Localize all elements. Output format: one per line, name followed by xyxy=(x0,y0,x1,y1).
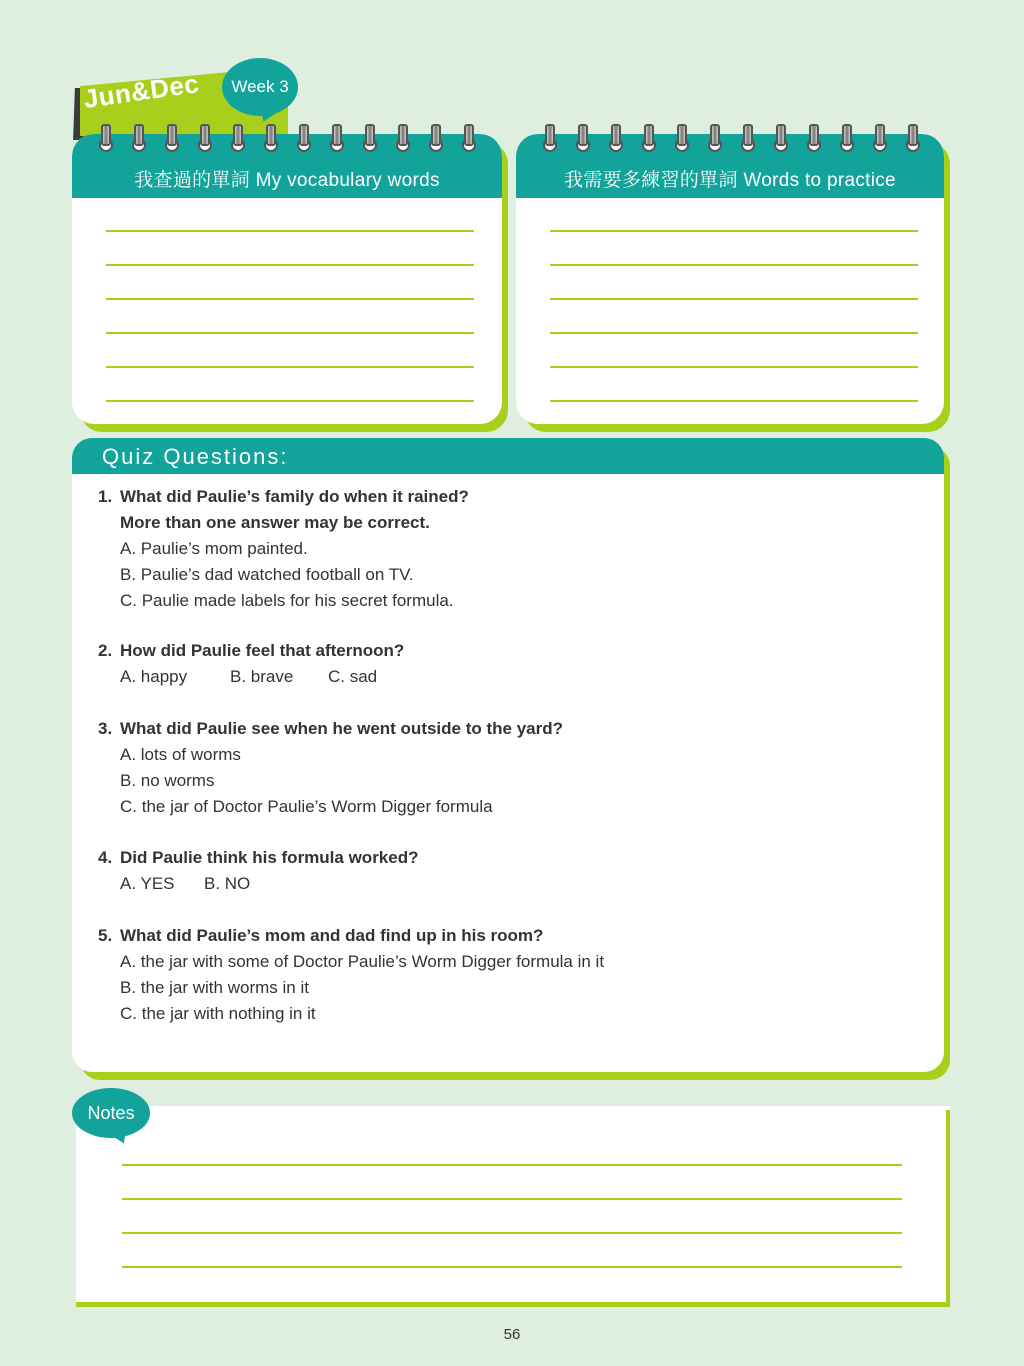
quiz-title: Quiz Questions: xyxy=(102,444,289,469)
spiral-ring xyxy=(131,124,147,152)
spiral-ring xyxy=(461,124,477,152)
question-number: 3. xyxy=(98,719,113,738)
spiral-ring xyxy=(806,124,822,152)
writing-line[interactable] xyxy=(106,264,474,266)
spiral-ring xyxy=(872,124,888,152)
spiral-ring xyxy=(608,124,624,152)
writing-line[interactable] xyxy=(106,400,474,402)
answer-option[interactable]: A. happy xyxy=(120,667,188,686)
question-1 xyxy=(98,484,469,614)
week-bubble xyxy=(222,58,298,116)
answer-option[interactable]: A. Paulie’s mom painted. xyxy=(120,539,308,558)
question-text: What did Paulie’s mom and dad find up in his room? xyxy=(120,926,544,945)
notes-line[interactable] xyxy=(122,1164,902,1166)
vocab-pad xyxy=(72,134,502,424)
spiral-ring xyxy=(362,124,378,152)
practice-pad xyxy=(516,134,944,424)
notes-panel xyxy=(76,1106,950,1306)
answer-option[interactable]: A. lots of worms xyxy=(120,745,241,764)
notes-bubble xyxy=(72,1088,150,1138)
spiral-ring xyxy=(329,124,345,152)
answer-option[interactable]: C. the jar of Doctor Paulie’s Worm Digger formula xyxy=(120,797,493,816)
question-text: How did Paulie feel that afternoon? xyxy=(120,641,405,660)
question-text: What did Paulie see when he went outside to the yard? xyxy=(120,719,564,738)
spiral-ring xyxy=(905,124,921,152)
spiral-ring xyxy=(296,124,312,152)
question-number: 1. xyxy=(98,487,113,506)
notes-line[interactable] xyxy=(122,1266,902,1268)
answer-option[interactable]: B. no worms xyxy=(120,771,215,790)
question-5 xyxy=(98,923,604,1027)
spiral-ring xyxy=(839,124,855,152)
writing-line[interactable] xyxy=(106,332,474,334)
spiral-ring xyxy=(263,124,279,152)
notes-label: Notes xyxy=(87,1102,135,1123)
question-text: Did Paulie think his formula worked? xyxy=(120,848,419,867)
writing-line[interactable] xyxy=(106,366,474,368)
spiral-ring xyxy=(164,124,180,152)
spiral-ring xyxy=(542,124,558,152)
spiral-ring xyxy=(98,124,114,152)
question-number: 5. xyxy=(98,926,113,945)
spiral-ring xyxy=(641,124,657,152)
answer-option[interactable]: A. the jar with some of Doctor Paulie’s Worm Digger formula in it xyxy=(120,952,605,971)
writing-line[interactable] xyxy=(550,366,918,368)
quiz-header xyxy=(72,438,944,474)
answer-option[interactable]: C. the jar with nothing in it xyxy=(120,1004,316,1023)
spiral-ring xyxy=(740,124,756,152)
question-number: 2. xyxy=(98,641,113,660)
writing-line[interactable] xyxy=(550,400,918,402)
answer-option[interactable]: B. brave xyxy=(230,667,294,686)
answer-option[interactable]: B. the jar with worms in it xyxy=(120,978,309,997)
notes-line[interactable] xyxy=(122,1198,902,1200)
quiz-panel xyxy=(72,438,944,1072)
writing-line[interactable] xyxy=(550,264,918,266)
answer-option[interactable]: C. sad xyxy=(328,667,378,686)
practice-pad-title: 我需要多練習的單詞 Words to practice xyxy=(564,170,896,191)
page-number: 56 xyxy=(503,1326,521,1343)
question-number: 4. xyxy=(98,848,113,867)
question-2 xyxy=(98,638,404,690)
notes-shadow-bottom xyxy=(76,1302,950,1307)
writing-line[interactable] xyxy=(106,230,474,232)
writing-line[interactable] xyxy=(550,230,918,232)
answer-option[interactable]: A. YES xyxy=(120,874,175,893)
answer-option[interactable]: B. Paulie’s dad watched football on TV. xyxy=(120,565,414,584)
spiral-ring xyxy=(674,124,690,152)
vocab-pad-title: 我查過的單詞 My vocabulary words xyxy=(134,170,440,191)
month-tag-label: Jun&Dec xyxy=(81,68,201,115)
notes-line[interactable] xyxy=(122,1232,902,1234)
spiral-ring xyxy=(707,124,723,152)
writing-line[interactable] xyxy=(550,332,918,334)
notes-shadow-right xyxy=(946,1110,950,1306)
writing-line[interactable] xyxy=(550,298,918,300)
spiral-ring xyxy=(575,124,591,152)
spiral-ring xyxy=(773,124,789,152)
answer-option[interactable]: B. NO xyxy=(204,874,251,893)
spiral-ring xyxy=(395,124,411,152)
question-3 xyxy=(98,716,563,820)
spiral-ring xyxy=(197,124,213,152)
writing-line[interactable] xyxy=(106,298,474,300)
week-label: Week 3 xyxy=(231,77,289,96)
answer-option[interactable]: C. Paulie made labels for his secret formula. xyxy=(120,591,454,610)
spiral-ring xyxy=(230,124,246,152)
question-text: What did Paulie’s family do when it rained? xyxy=(120,487,469,506)
question-4 xyxy=(98,845,419,897)
question-note: More than one answer may be correct. xyxy=(120,513,430,532)
spiral-ring xyxy=(428,124,444,152)
